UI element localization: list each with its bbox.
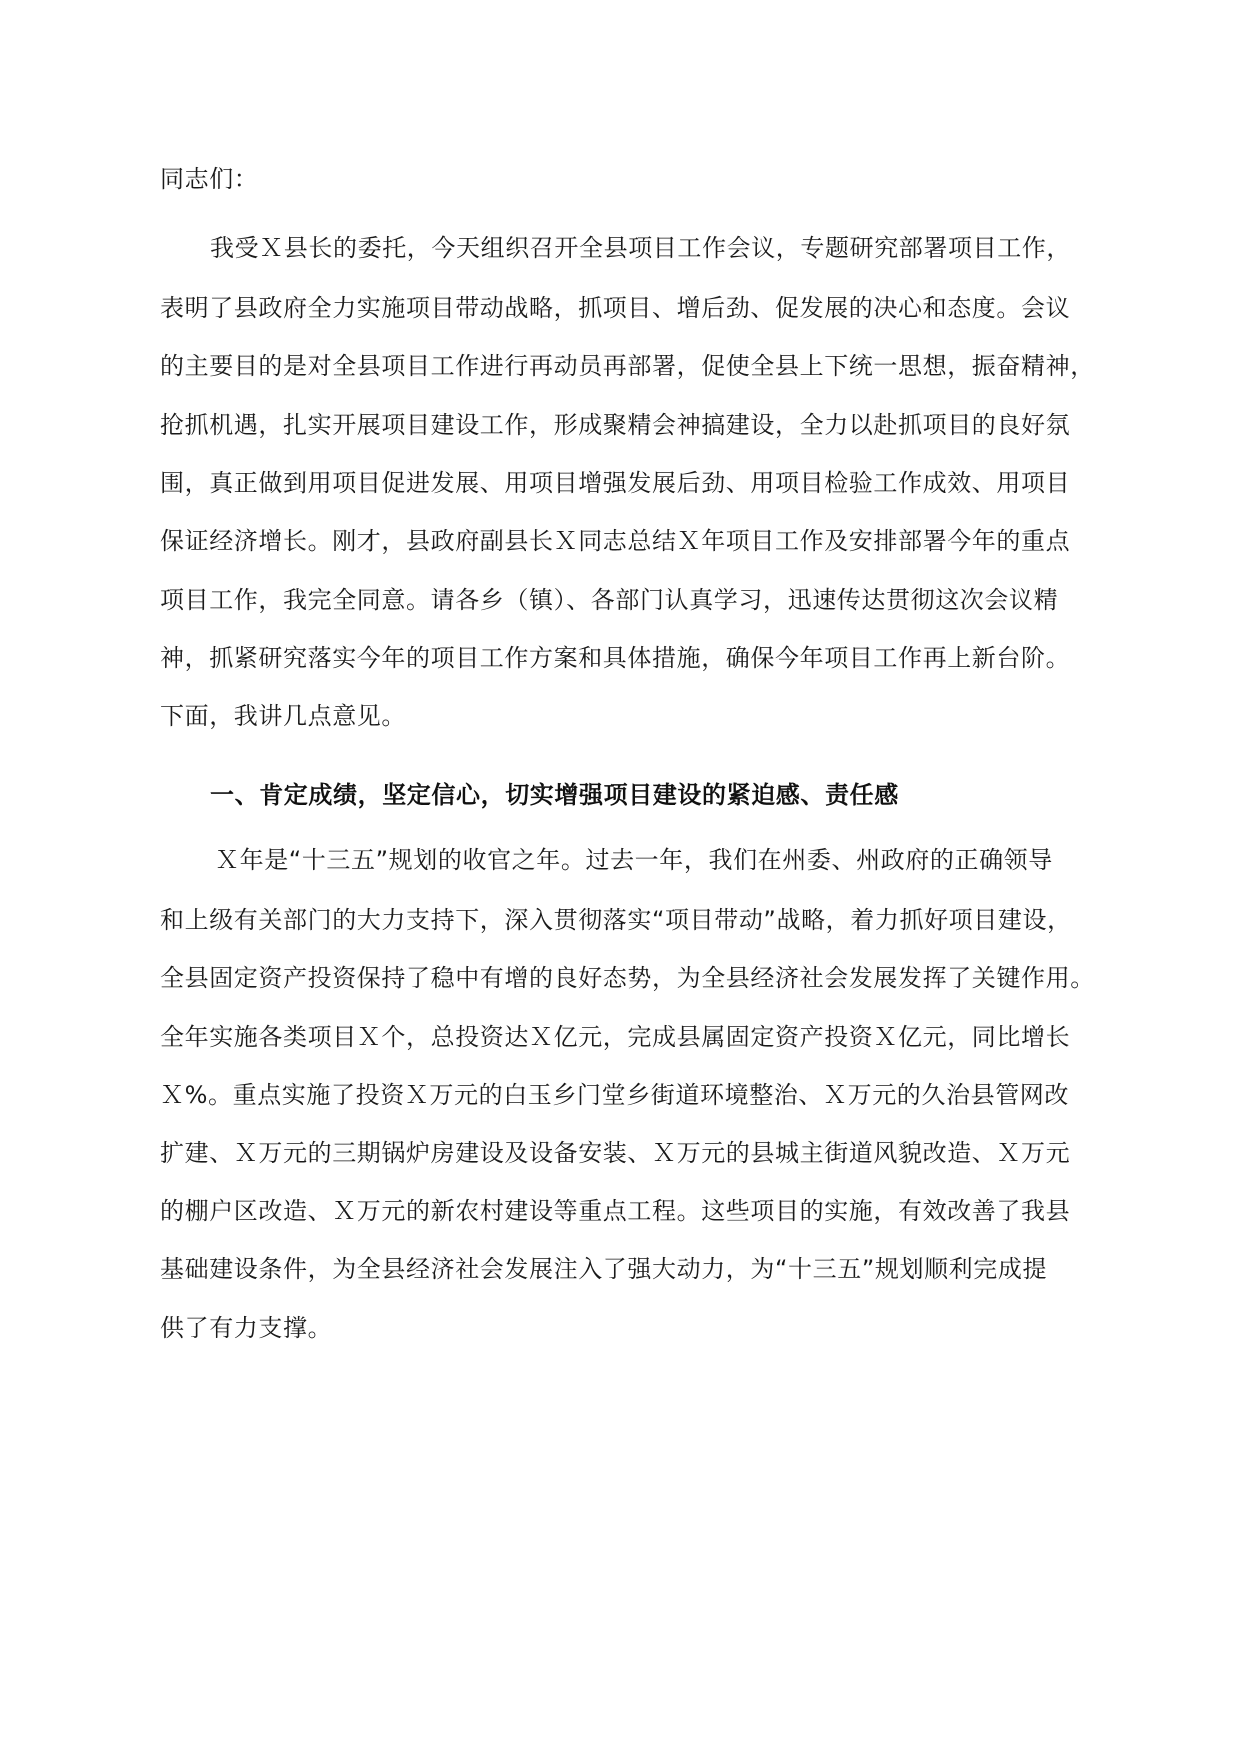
section-heading: 一、肯定成绩，坚定信心，切实增强项目建设的紧迫感、责任感 bbox=[210, 781, 899, 809]
paragraph-line: 的主要目的是对全县项目工作进行再动员再部署，促使全县上下统一思想，振奋精神， bbox=[160, 352, 1095, 380]
paragraph-line: 神，抓紧研究落实今年的项目工作方案和具体措施，确保今年项目工作再上新台阶。 bbox=[160, 644, 1071, 672]
paragraph-line: 和上级有关部门的大力支持下，深入贯彻落实“项目带动”战略，着力抓好项目建设， bbox=[160, 906, 1072, 934]
paragraph-line: 围，真正做到用项目促进发展、用项目增强发展后劲、用项目检验工作成效、用项目 bbox=[160, 469, 1071, 497]
paragraph-line: 保证经济增长。刚才，县政府副县长Ｘ同志总结Ｘ年项目工作及安排部署今年的重点 bbox=[160, 527, 1071, 555]
paragraph-line: 下面，我讲几点意见。 bbox=[160, 702, 406, 730]
paragraph-line: 基础建设条件，为全县经济社会发展注入了强大动力，为“十三五”规划顺利完成提 bbox=[160, 1255, 1048, 1283]
paragraph-line: 扩建、Ｘ万元的三期锅炉房建设及设备安装、Ｘ万元的县城主街道风貌改造、Ｘ万元 bbox=[160, 1139, 1071, 1167]
paragraph-line: 全年实施各类项目Ｘ个，总投资达Ｘ亿元，完成县属固定资产投资Ｘ亿元，同比增长 bbox=[160, 1023, 1071, 1051]
paragraph-line: 抢抓机遇，扎实开展项目建设工作，形成聚精会神搞建设，全力以赴抓项目的良好氛 bbox=[160, 411, 1071, 439]
paragraph-line: Ｘ%。重点实施了投资Ｘ万元的白玉乡门堂乡街道环境整治、Ｘ万元的久治县管网改 bbox=[160, 1081, 1070, 1109]
paragraph-line: 供了有力支撑。 bbox=[160, 1314, 333, 1342]
paragraph-line: 项目工作，我完全同意。请各乡（镇）、各部门认真学习，迅速传达贯彻这次会议精 bbox=[160, 586, 1059, 614]
paragraph-line: 全县固定资产投资保持了稳中有增的良好态势，为全县经济社会发展发挥了关键作用。 bbox=[160, 964, 1095, 992]
paragraph-line: 的棚户区改造、Ｘ万元的新农村建设等重点工程。这些项目的实施，有效改善了我县 bbox=[160, 1197, 1071, 1225]
paragraph-line: 表明了县政府全力实施项目带动战略，抓项目、增后劲、促发展的决心和态度。会议 bbox=[160, 294, 1071, 322]
paragraph-line: 我受Ｘ县长的委托，今天组织召开全县项目工作会议，专题研究部署项目工作， bbox=[210, 234, 1071, 262]
paragraph-line: Ｘ年是“十三五”规划的收官之年。过去一年，我们在州委、州政府的正确领导 bbox=[215, 846, 1053, 874]
salutation: 同志们： bbox=[160, 165, 259, 193]
